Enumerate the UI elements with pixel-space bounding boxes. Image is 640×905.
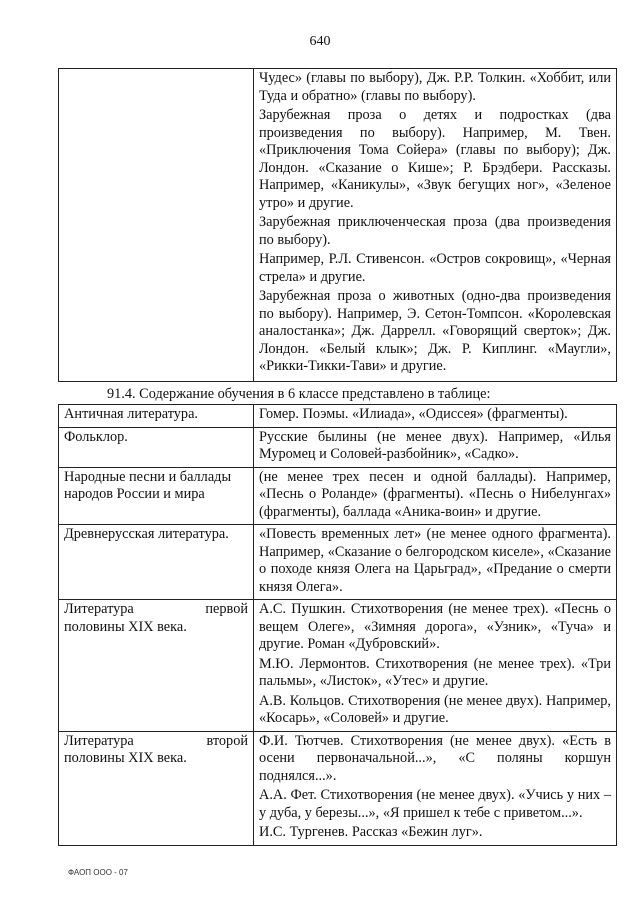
empty-cell [59,69,254,382]
table-row [59,69,617,382]
paragraph: И.С. Тургенев. Рассказ «Бежин луг». [259,824,483,840]
paragraph: М.Ю. Лермонтов. Стихотворения (не менее трех). «Три пальмы», «Листок», «Утес» и другие. [259,655,611,689]
paragraph: А.В. Кольцов. Стихотворения (не менее двух). Например, «Косарь», «Соловей» и другие. [259,692,611,726]
footer-code: ФАОП ООО - 07 [68,868,128,877]
section-name-part: Литература [64,732,134,749]
paragraph: Зарубежная приключенческая проза (два произведения по выбору). [259,214,611,248]
content-cell [254,731,617,845]
section-name [59,600,254,732]
section-name: Фольклор. [59,427,254,467]
paragraph: Например, Р.Л. Стивенсон. «Остров сокровищ», «Черная стрела» и другие. [259,251,611,285]
content-cell [254,600,617,732]
section-name-part: половины XIX века. [64,618,187,635]
table-row [59,467,617,525]
paragraph: Чудес» (главы по выбору), Дж. Р.Р. Толкин. «Хоббит, или Туда и обратно» (главы по выбору). [259,70,611,104]
grade6-table [58,404,617,846]
table-row [59,600,617,732]
paragraph: (не менее трех песен и одной баллады). Например, «Песнь о Роланде» (фрагменты). «Песнь о Нибелунгах» (фрагменты), баллада «Аника-воин» и другие. [259,468,611,520]
section-name [59,731,254,845]
table-row [59,427,617,467]
page-number: 640 [309,34,331,49]
paragraph: «Повесть временных лет» (не менее одного фрагмента). Например, «Сказание о белгородском киселе», «Сказание о походе князя Олега на Царьград», «Предание о смерти князя Олега». [259,526,611,595]
section-name-part: второй [206,732,248,749]
content-cell [254,427,617,467]
content-cell [254,525,617,600]
content-cell [254,405,617,428]
table-row [59,731,617,845]
section-name: Древнерусская литература. [59,525,254,600]
section-name: Народные песни и баллады народов России и мира [59,467,254,525]
paragraph: А.С. Пушкин. Стихотворения (не менее трех). «Песнь о вещем Олеге», «Зимняя дорога», «Узник», «Туча» и другие. Роман «Дубровский». [259,601,611,652]
paragraph: Зарубежная проза о животных (одно-два произведения по выбору). Например, Э. Сетон-Томпсон. «Королевская аналостанка»; Дж. Даррелл. «Говорящий сверток»; Дж. Лондон. «Белый клык»; Дж. Р. Киплинг. «Маугли», «Рикки-Тикки-Тави» и другие. [259,288,611,374]
top-table [58,68,617,382]
section-intro: 91.4. Содержание обучения в 6 классе представлено в таблице: [107,386,491,402]
table-row [59,525,617,600]
content-cell [254,69,617,382]
content-cell [254,467,617,525]
section-name-part: Литература [64,601,134,617]
section-name: Античная литература. [59,405,254,428]
paragraph: Русские былины (не менее двух). Например, «Илья Муромец и Соловей-разбойник», «Садко». [259,428,611,462]
paragraph: А.А. Фет. Стихотворения (не менее двух). «Учись у них – у дуба, у березы...», «Я пришел к тебе с приветом...». [259,787,611,821]
table-row [59,405,617,428]
section-name-part: первой [205,601,248,617]
paragraph: Ф.И. Тютчев. Стихотворения (не менее двух). «Есть в осени первоначальной...», «С поляны коршун поднялся...». [259,732,611,784]
paragraph: Гомер. Поэмы. «Илиада», «Одиссея» (фрагменты). [259,406,568,422]
paragraph: Зарубежная проза о детях и подростках (два произведения по выбору). Например, М. Твен. «Приключения Тома Сойера» (главы по выбору); Дж. Лондон. «Сказание о Кише»; Р. Брэдбери. Рассказы. Например, «Каникулы», «Звук бегущих ног», «Зеленое утро» и другие. [259,107,611,211]
section-name-part: половины XIX века. [64,750,187,766]
